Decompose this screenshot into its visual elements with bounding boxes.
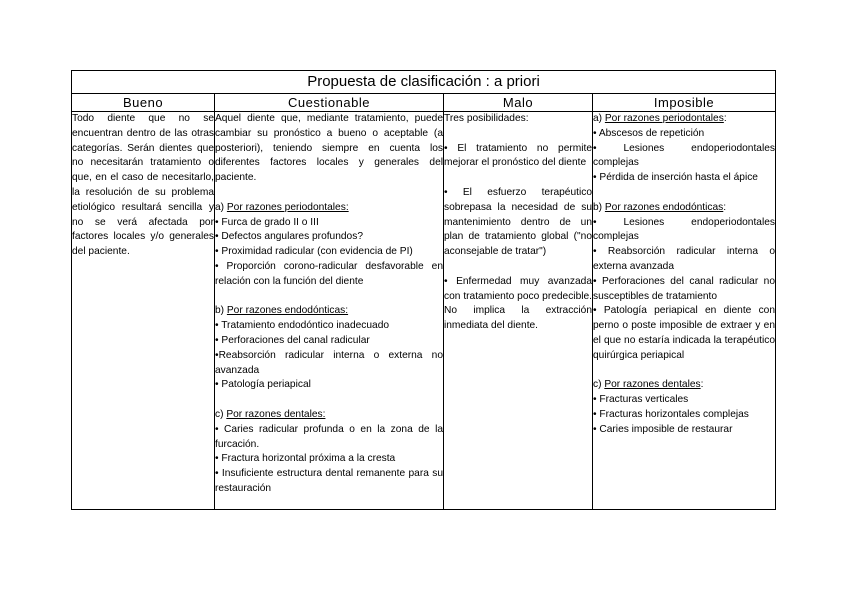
list-item: • Furca de grado II o III bbox=[215, 216, 319, 228]
list-item: • Caries imposible de restaurar bbox=[593, 423, 733, 435]
section-suffix: : bbox=[723, 113, 727, 124]
bueno-text: Todo diente que no se encuentran dentro de las otras categorías. Serán dientes que no necesitarán tratamiento o que, en el caso de necesitarlo, la resolución de su problema etiológico resultará sencilla y no se verá afectada por factores locales y/o generales del paciente. bbox=[72, 113, 214, 258]
list-item: • Insuficiente estructura dental remanente para su restauración bbox=[215, 468, 443, 494]
section-prefix: a) bbox=[215, 201, 227, 213]
section-label: Por razones dentales bbox=[604, 379, 701, 391]
classification-table bbox=[71, 70, 776, 510]
list-item: • Reabsorción radicular interna o externa avanzada bbox=[593, 246, 775, 272]
section-label: Por razones dentales: bbox=[226, 408, 326, 420]
cell-bueno bbox=[72, 112, 215, 510]
list-item: • Lesiones endoperiodontales complejas bbox=[593, 216, 775, 243]
section-label: Por razones periodontales: bbox=[226, 201, 349, 213]
section-label: Por razones endodónticas: bbox=[226, 305, 349, 317]
cuestionable-section-b-heading bbox=[215, 304, 443, 319]
header-imposible: Imposible bbox=[593, 94, 776, 112]
list-item: • Defectos angulares profundos? bbox=[215, 231, 363, 243]
cell-cuestionable bbox=[215, 112, 444, 510]
list-item: • El tratamiento no permite mejorar el pronóstico del diente bbox=[444, 142, 592, 169]
malo-intro: Tres posibilidades: bbox=[444, 113, 529, 124]
list-item: • Fractura horizontal próxima a la cresta bbox=[215, 453, 396, 465]
section-prefix: a) bbox=[593, 113, 605, 124]
cell-imposible bbox=[593, 112, 776, 510]
list-item: • Patología periapical en diente con perno o poste imposible de extraer y en el que no estaría indicada la terapéutico quirúrgica periapical bbox=[593, 305, 775, 361]
section-label: Por razones endodónticas bbox=[604, 201, 724, 213]
imposible-section-c-heading bbox=[593, 378, 775, 393]
header-cuestionable: Cuestionable bbox=[215, 94, 444, 112]
imposible-section-b-heading bbox=[593, 201, 775, 216]
imposible-section-a-heading bbox=[593, 112, 775, 127]
header-bueno: Bueno bbox=[72, 94, 215, 112]
section-prefix: c) bbox=[593, 379, 605, 391]
cuestionable-section-a-heading bbox=[215, 201, 443, 216]
list-item: • Fracturas horizontales complejas bbox=[593, 408, 749, 420]
header-malo: Malo bbox=[444, 94, 593, 112]
list-item: •Reabsorción radicular interna o externa no avanzada bbox=[215, 349, 443, 376]
list-item: • Lesiones endoperiodontales complejas bbox=[593, 142, 775, 169]
section-prefix: c) bbox=[215, 408, 227, 420]
section-label: Por razones periodontales bbox=[604, 113, 724, 124]
list-item: • Tratamiento endodóntico inadecuado bbox=[215, 320, 390, 332]
list-item: • Proporción corono-radicular desfavorable en relación con la función del diente bbox=[215, 260, 443, 287]
cuestionable-intro: Aquel diente que, mediante tratamiento, puede cambiar su pronóstico a bueno o aceptable (a posteriori), teniendo siempre en cuenta los diferentes factores locales y generales del paciente. bbox=[215, 113, 443, 184]
section-suffix: : bbox=[723, 201, 727, 213]
list-item: • Fracturas verticales bbox=[593, 394, 689, 406]
list-item: • Patología periapical bbox=[215, 379, 311, 391]
list-item: • El esfuerzo terapéutico sobrepasa la necesidad de su mantenimiento dentro de un plan de tratamiento global ("no aconsejable de tratar") bbox=[444, 186, 592, 258]
list-item: • Perforaciones del canal radicular bbox=[215, 334, 370, 346]
list-item: • Proximidad radicular (con evidencia de PI) bbox=[215, 246, 413, 258]
section-suffix: : bbox=[700, 379, 704, 391]
list-item: • Pérdida de inserción hasta el ápice bbox=[593, 172, 758, 184]
section-prefix: b) bbox=[215, 305, 227, 317]
list-item: • Perforaciones del canal radicular no susceptibles de tratamiento bbox=[593, 275, 775, 302]
list-item: • Enfermedad muy avanzada con tratamiento poco predecible. No implica la extracción inmediata del diente. bbox=[444, 275, 592, 332]
cell-malo bbox=[444, 112, 593, 510]
list-item: • Caries radicular profunda o en la zona de la furcación. bbox=[215, 423, 443, 450]
cuestionable-section-c-heading bbox=[215, 408, 443, 423]
table-title: Propuesta de clasificación : a priori bbox=[72, 71, 776, 94]
section-prefix: b) bbox=[593, 201, 605, 213]
list-item: • Abscesos de repetición bbox=[593, 127, 705, 139]
